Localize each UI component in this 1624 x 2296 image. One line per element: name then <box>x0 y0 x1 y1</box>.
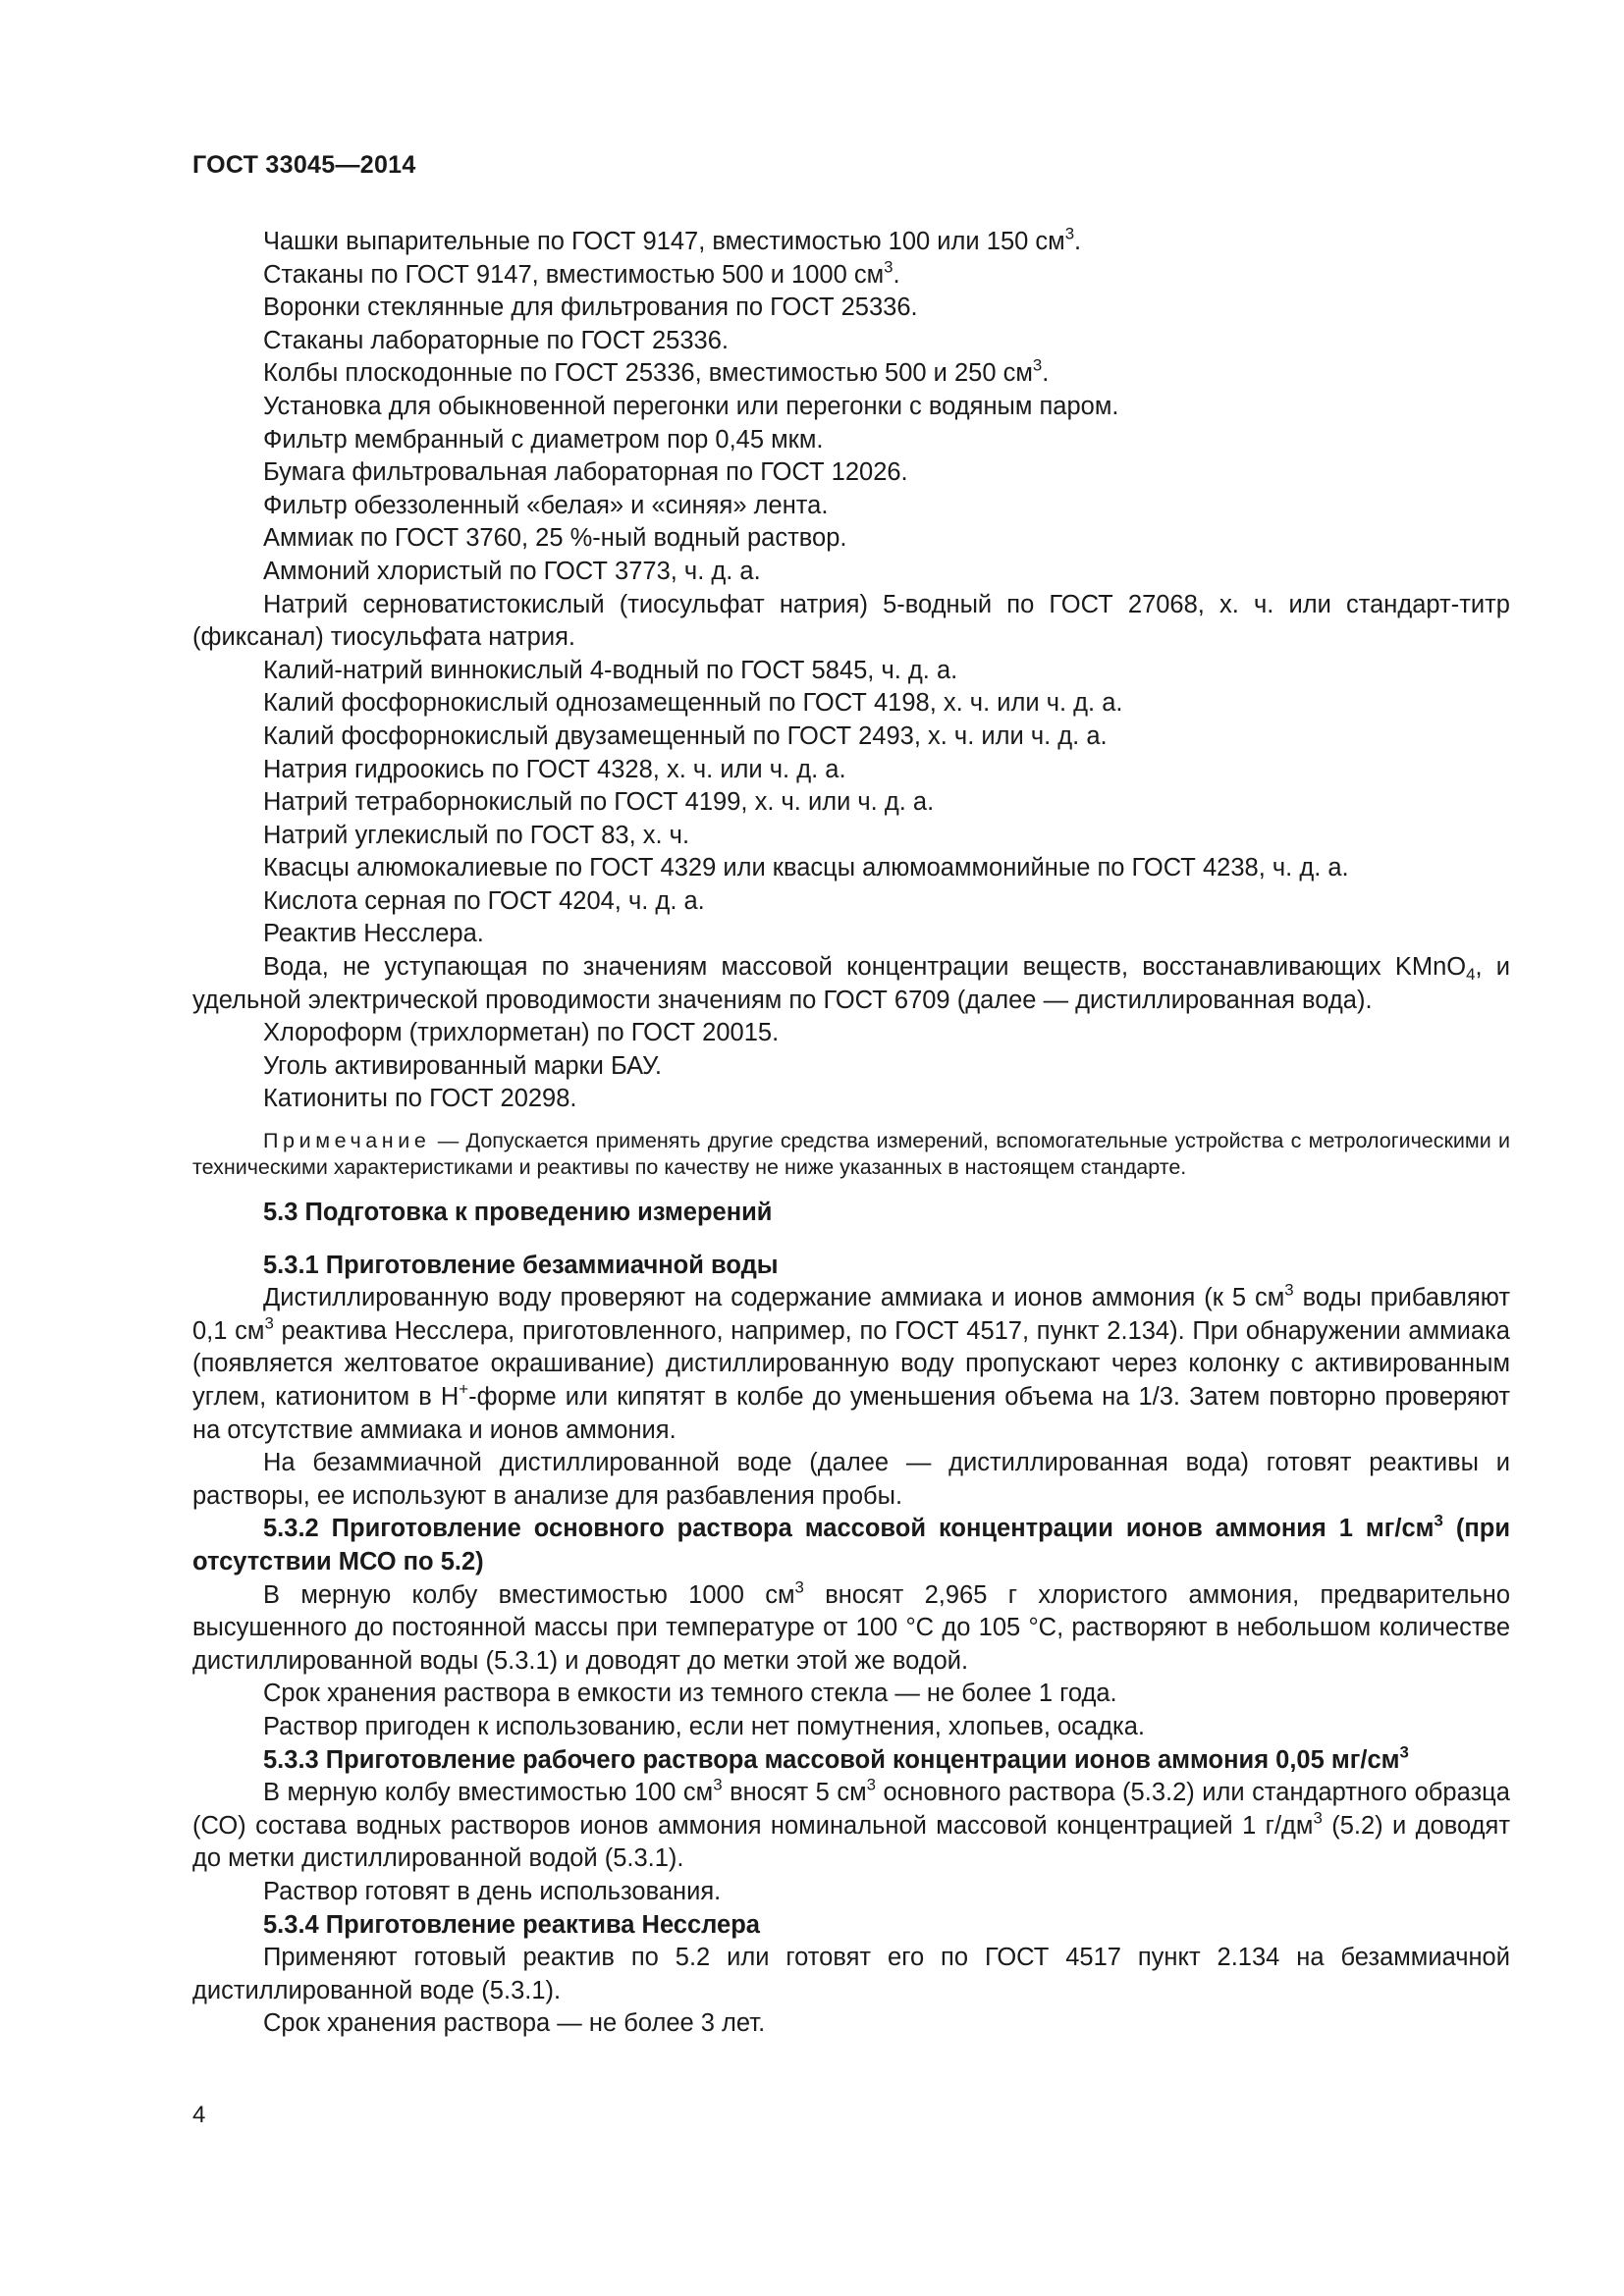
page-number: 4 <box>192 2102 206 2128</box>
paragraph: Раствор готовят в день использования. <box>263 1877 722 1905</box>
equipment-item: Натрий углекислый по ГОСТ 83, х. ч. <box>263 821 690 849</box>
equipment-item: Стаканы по ГОСТ 9147, вместимостью 500 и 1000 $см^3$. <box>263 257 900 289</box>
standard-header: ГОСТ 33045—2014 <box>192 151 416 179</box>
note-label: Примечание <box>263 1129 431 1153</box>
equipment-item: Уголь активированный марки БАУ. <box>263 1051 662 1080</box>
section-heading-5-3-1: 5.3.1 Приготовление безаммиачной воды <box>263 1251 779 1279</box>
note-paragraph: Примечание — Допускается применять другие средства измерений, вспомогательные устройства с метрологическими и техническими характеристиками и реактивы по качеству не ниже указанных в настоящем стандарте. <box>192 1129 1510 1180</box>
paragraph: В мерную колбу вместимостью 1000 $см^3$ вносят 2,965 г хлористого аммония, предварительно высушенного до постоянной массы при температуре от 100 °С до 105 °С, растворяют в небольшом количестве дистиллированной воды (5.3.1) и доводят до метки этой же водой. <box>192 1577 1511 1675</box>
equipment-item: Кислота серная по ГОСТ 4204, ч. д. а. <box>263 886 705 915</box>
equipment-item: Колбы плоскодонные по ГОСТ 25336, вместимостью 500 и 250 $см^3$. <box>263 355 1050 388</box>
paragraph: Применяют готовый реактив по 5.2 или готовят его по ГОСТ 4517 пункт 2.134 на безаммиачной дистиллированной воде (5.3.1). <box>192 1944 1510 2004</box>
paragraph: На безаммиачной дистиллированной воде (далее — дистиллированная вода) готовят реактивы и растворы, ее используют в анализе для разбавления пробы. <box>192 1449 1510 1510</box>
equipment-item: Стаканы лабораторные по ГОСТ 25336. <box>263 326 729 354</box>
equipment-item: Установка для обыкновенной перегонки или перегонки с водяным паром. <box>263 392 1119 420</box>
equipment-item: Калий фосфорнокислый однозамещенный по ГОСТ 4198, х. ч. или ч. д. а. <box>263 689 1123 718</box>
equipment-item: Хлороформ (трихлорметан) по ГОСТ 20015. <box>263 1019 780 1047</box>
paragraph: Дистиллированную воду проверяют на содержание аммиака и ионов аммония (к 5 $см^3$ воды прибавляют 0,1 $см^3$ реактива Несслера, приготовленного, например, по ГОСТ 4517, пункт 2.134). При обнаружении аммиака (появляется желтоватое окрашивание) дистиллированную воду пропускают через колонку с активированным углем, катионитом в Н+-форме или кипятят в колбе до уменьшения объема на 1/3. Затем повторно проверяют на отсутствие аммиака и ионов аммония. <box>192 1280 1510 1444</box>
section-heading-5-3-2: 5.3.2 Приготовление основного раствора массовой концентрации ионов аммония 1 $мг/см^3$ (при отсутствии МСО по 5.2) <box>192 1511 1510 1575</box>
paragraph: Срок хранения раствора — не более 3 лет. <box>263 2009 766 2038</box>
equipment-item: Натрия гидроокись по ГОСТ 4328, х. ч. или ч. д. а. <box>263 755 846 783</box>
equipment-item: Калий фосфорнокислый двузамещенный по ГОСТ 2493, х. ч. или ч. д. а. <box>263 721 1108 750</box>
paragraph: В мерную колбу вместимостью 100 $см^3$ вносят 5 $см^3$ основного раствора (5.3.2) или стандартного образца (СО) состава водных растворов ионов аммония номинальной массовой концентрацией 1 $г/дм^3$ (5.2) и доводят до метки дистиллированной водой (5.3.1). <box>192 1775 1510 1873</box>
section-heading-5-3: 5.3 Подготовка к проведению измерений <box>263 1199 773 1227</box>
water-item: Вода, не уступающая по значениям массовой концентрации веществ, восстанавливающих KMnO$_4$, и удельной электрической проводимости значениям по ГОСТ 6709 (далее — дистиллированная вода). <box>192 953 1511 1014</box>
equipment-item: Калий-натрий виннокислый 4-водный по ГОСТ 5845, ч. д. а. <box>263 656 958 684</box>
equipment-item: Натрий серноватистокислый (тиосульфат натрия) 5-водный по ГОСТ 27068, х. ч. или стандарт-титр (фиксанал) тиосульфата натрия. <box>192 590 1510 652</box>
equipment-item: Воронки стеклянные для фильтрования по ГОСТ 25336. <box>263 294 918 322</box>
equipment-item: Натрий тетраборнокислый по ГОСТ 4199, х. ч. или ч. д. а. <box>263 788 935 817</box>
equipment-item: Аммиак по ГОСТ 3760, 25 %-ный водный раствор. <box>263 524 847 553</box>
paragraph: Раствор пригоден к использованию, если нет помутнения, хлопьев, осадка. <box>263 1712 1145 1740</box>
equipment-item: Катиониты по ГОСТ 20298. <box>263 1085 577 1113</box>
equipment-item: Квасцы алюмокалиевые по ГОСТ 4329 или квасцы алюмоаммонийные по ГОСТ 4238, ч. д. а. <box>263 854 1349 882</box>
equipment-item: Аммоний хлористый по ГОСТ 3773, ч. д. а. <box>263 557 761 585</box>
section-heading-5-3-4: 5.3.4 Приготовление реактива Несслера <box>263 1910 760 1939</box>
equipment-list <box>192 226 1510 951</box>
page-content <box>192 226 1510 2041</box>
equipment-item: Бумага фильтровальная лабораторная по ГОСТ 12026. <box>263 458 908 487</box>
section-heading-5-3-3: 5.3.3 Приготовление рабочего раствора массовой концентрации ионов аммония 0,05 $мг/см^3$ <box>263 1742 1409 1774</box>
equipment-item: Реактив Несслера. <box>263 920 484 948</box>
paragraph: Срок хранения раствора в емкости из темного стекла — не более 1 года. <box>263 1680 1117 1708</box>
equipment-list-continued <box>192 1017 1510 1116</box>
equipment-item: Чашки выпарительные по ГОСТ 9147, вместимостью 100 или 150 $см^3$. <box>263 224 1082 255</box>
equipment-item: Фильтр мембранный с диаметром пор 0,45 мкм. <box>263 425 824 454</box>
equipment-item: Фильтр обеззоленный «белая» и «синяя» лента. <box>263 491 829 519</box>
